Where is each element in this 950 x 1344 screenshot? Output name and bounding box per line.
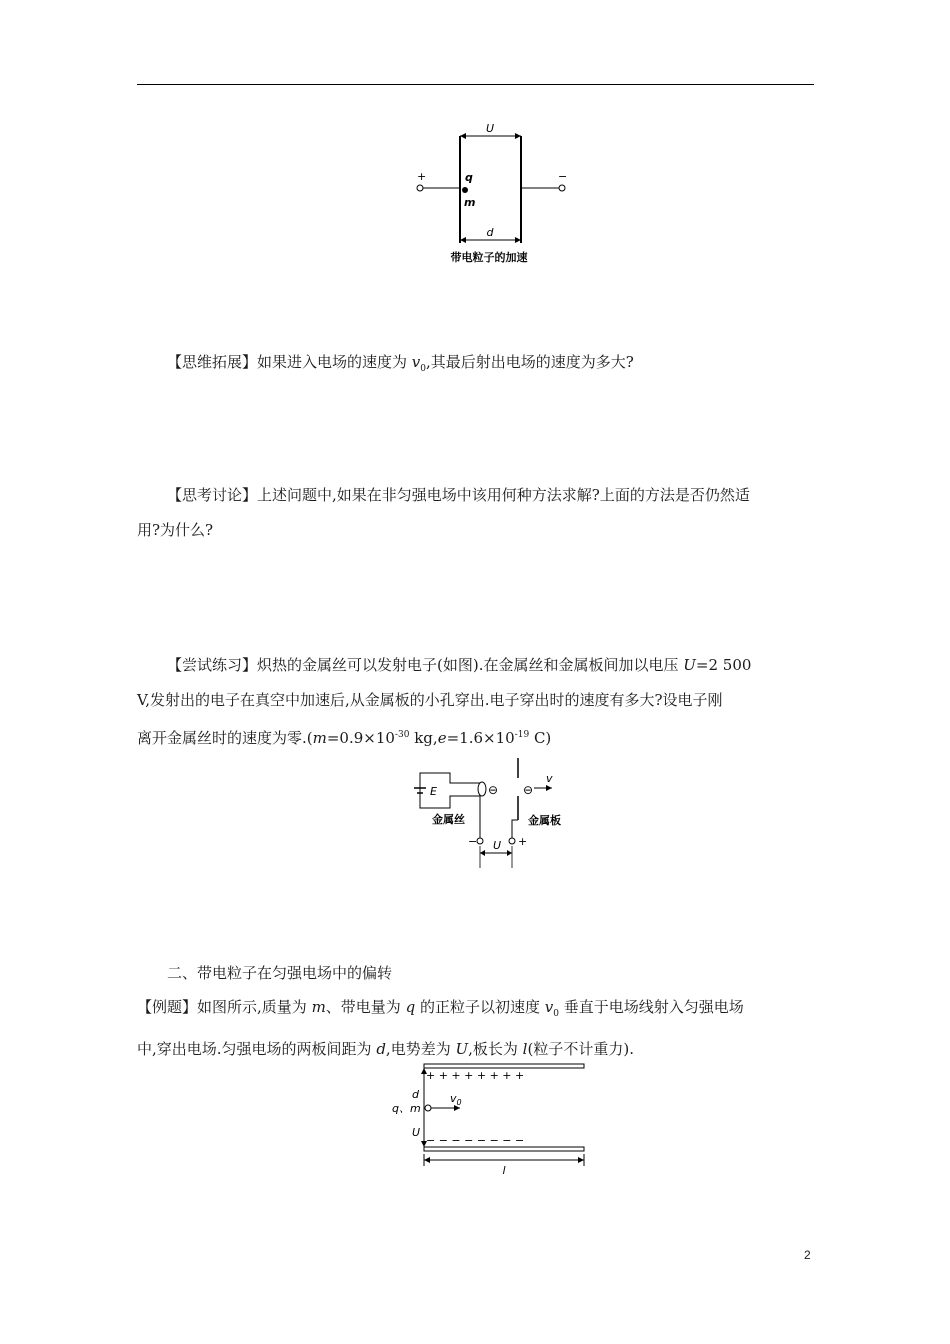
var-v0-sub: 0 [553, 1009, 559, 1019]
fig1-q-label: q [465, 171, 473, 184]
figure-electron-gun [410, 758, 580, 868]
fig2-v-label: v [546, 772, 553, 785]
discussion-line-1: 上述问题中,如果在非匀强电场中该用何种方法求解?上面的方法是否仍然适 [257, 486, 750, 504]
fig3-v0-label: $v_0$ [450, 1092, 462, 1107]
discussion-paragraph [137, 478, 817, 548]
fig1-caption: 带电粒子的加速 [450, 251, 528, 264]
mass-exponent: -30 [394, 730, 410, 740]
expansion-text: 如果进入电场的速度为 [257, 353, 412, 371]
fig2-wire-label: 金属丝 [432, 813, 465, 826]
fig2-electron-2: ⊖ [523, 783, 534, 797]
practice-unit-C: C) [529, 729, 552, 747]
practice-line-2: V,发射出的电子在真空中加速后,从金属板的小孔穿出.电子穿出时的速度有多大?设电子刚 [137, 691, 723, 709]
var-m-2: m [311, 998, 326, 1016]
var-q: q [405, 998, 416, 1016]
page-number: 2 [804, 1248, 811, 1262]
example-text-4: 垂直于电场线射入匀强电场 [558, 998, 744, 1016]
var-U: U [683, 656, 696, 674]
fig2-minus: − [468, 835, 478, 848]
expansion-paragraph [137, 345, 817, 387]
fig1-plus: + [417, 170, 427, 183]
example-tag: 【例题】 [137, 998, 198, 1016]
fig3-l-label: l [502, 1164, 506, 1177]
example-text-3: 的正粒子以初速度 [415, 998, 545, 1016]
var-m: m [312, 729, 327, 747]
discussion-line-2: 用?为什么? [137, 521, 214, 539]
fig2-electron-1: ⊖ [488, 783, 499, 797]
fig3-plus-row: + + + + + + + + [426, 1069, 525, 1082]
practice-line-3: 离开金属丝时的速度为零.( [137, 729, 313, 747]
expansion-text-2: ,其最后射出电场的速度为多大? [426, 353, 634, 371]
var-v: v [411, 353, 421, 371]
example-text: 如图所示,质量为 [197, 998, 312, 1016]
example-line-2: 中,穿出电场.匀强电场的两板间距为 [137, 1040, 377, 1058]
discussion-tag: 【思考讨论】 [167, 486, 258, 504]
fig2-plus: + [518, 835, 528, 848]
var-U-2: U [455, 1040, 469, 1058]
figure-acceleration [410, 118, 590, 268]
charge-exponent: -19 [514, 730, 530, 740]
fig1-d-label: d [486, 226, 494, 239]
particle-dot [462, 187, 468, 193]
practice-mass: =0.9×10 [326, 729, 395, 747]
practice-charge: =1.6×10 [446, 729, 515, 747]
example-text-7: (粒子不计重力). [527, 1040, 634, 1058]
fig2-E-label: E [430, 785, 437, 798]
var-v-sub: 0 [420, 364, 427, 374]
practice-paragraph [137, 648, 817, 756]
section-heading [137, 956, 817, 991]
example-paragraph [137, 990, 817, 1067]
fig3-qm-label: q、m [392, 1102, 421, 1115]
fig1-m-label: m [464, 196, 476, 209]
header-rule [137, 84, 814, 85]
figure-deflection [390, 1060, 590, 1180]
fig3-d-label: d [412, 1088, 419, 1101]
practice-unit-kg: kg, [409, 729, 438, 747]
fig2-U-label: U [493, 839, 502, 852]
fig3-U-label: U [412, 1126, 421, 1139]
practice-tag: 【尝试练习】 [167, 656, 258, 674]
fig3-minus-row: − − − − − − − − [426, 1134, 525, 1147]
example-text-6: ,板长为 [468, 1040, 523, 1058]
fig1-U-label: U [485, 122, 495, 135]
fig1-minus: − [558, 170, 568, 183]
practice-text: 炽热的金属丝可以发射电子(如图).在金属丝和金属板间加以电压 [257, 656, 684, 674]
fig2-plate-label: 金属板 [528, 814, 561, 827]
expansion-tag: 【思维拓展】 [167, 353, 258, 371]
var-e: e [437, 729, 447, 747]
var-d: d [376, 1040, 386, 1058]
var-l: l [522, 1040, 528, 1058]
var-v0: v [544, 998, 554, 1016]
practice-value: =2 500 [695, 656, 752, 674]
example-text-2: 、带电量为 [325, 998, 406, 1016]
section-heading-text: 二、带电粒子在匀强电场中的偏转 [167, 964, 393, 982]
example-text-5: ,电势差为 [385, 1040, 456, 1058]
